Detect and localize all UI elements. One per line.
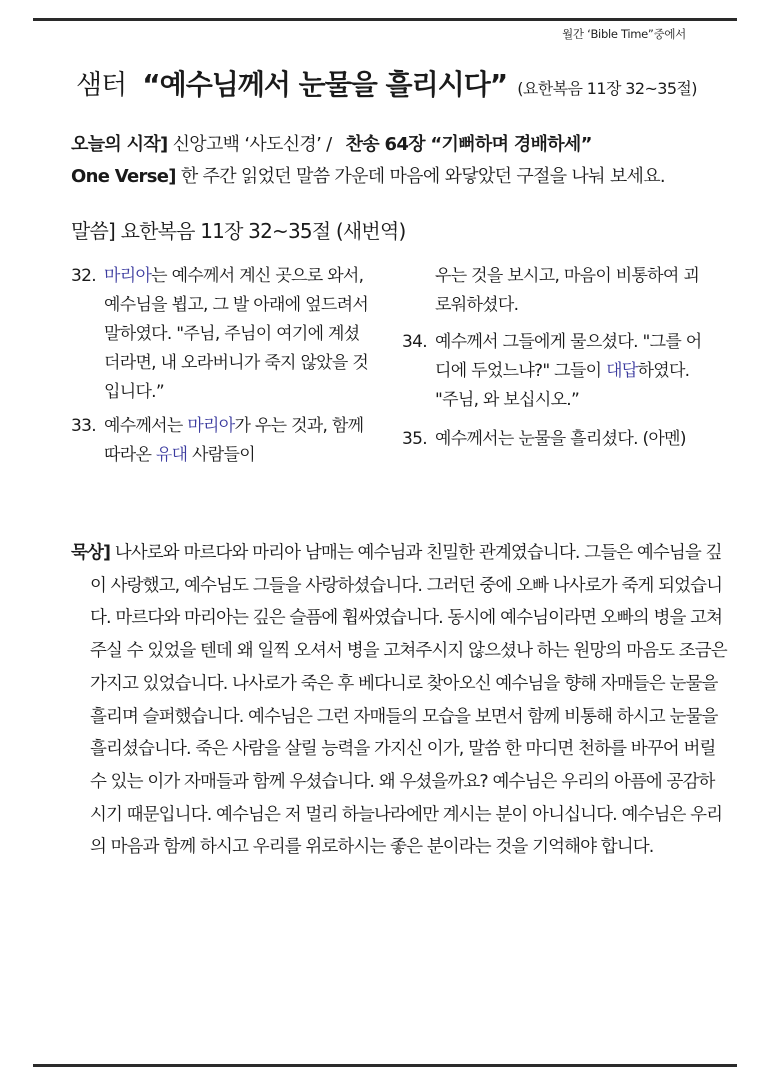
one-verse-label: One Verse] bbox=[71, 166, 176, 187]
verse-33-continued: 우는 것을 보시고, 마음이 비통하여 괴로워하셨다. bbox=[435, 266, 700, 315]
opening-line bbox=[71, 130, 601, 156]
title-label: 샘터 bbox=[76, 70, 127, 101]
title-reference: (요한복음 11장 32~35절) bbox=[517, 79, 697, 98]
verse-number: 32. bbox=[71, 266, 96, 286]
opening-creed: 신앙고백 ‘사도신경’ / bbox=[172, 134, 332, 155]
scripture-column-right bbox=[402, 262, 702, 459]
one-verse-text: 한 주간 읽었던 말씀 가운데 마음에 와닿았던 구절을 나눠 보세요. bbox=[180, 166, 665, 187]
highlight-people: 유대 bbox=[155, 445, 188, 465]
verse-text: 사람들이 bbox=[187, 445, 255, 465]
opening-hymn: 찬송 64장 “기뻐하며 경배하세” bbox=[345, 134, 592, 155]
verse-number: 34. bbox=[402, 332, 427, 352]
verse-text: 예수께서는 bbox=[104, 416, 188, 436]
verse-35 bbox=[402, 425, 702, 454]
scripture-heading: 말씀] 요한복음 11장 32~35절 (새번역) bbox=[71, 219, 406, 243]
verse-33 bbox=[71, 412, 371, 470]
meditation-text: 나사로와 마르다와 마리아 남매는 예수님과 친밀한 관계였습니다. 그들은 예수님을 깊이 사랑했고, 예수님도 그들을 사랑하셨습니다. 그러던 중에 오빠 나사로가 죽게 되었습니다. 마르다와 마리아는 깊은 슬픔에 휩싸였습니다. 동시에 예수님이라면 오빠의 병을 고쳐주실 수 있었을 텐데 왜 일찍 오셔서 병을 고쳐주시지 않으셨나 하는 원망의 마음도 조금은 가지고 있었습니다. 나사로가 죽은 후 베다니로 찾아오신 예수님을 향해 자매들은 눈물을 흘리며 슬퍼했습니다. 예수님은 그런 자매들의 모습을 보면서 함께 비통해 하시고 눈물을 흘리셨습니다. 죽은 사람을 살릴 능력을 가지신 이가, 말씀 한 마디면 천하를 바꾸어 버릴 수 있는 이가 자매들과 함께 우셨습니다. 왜 우셨을까요? 예수님은 우리의 아픔에 공감하시기 때문입니다. 예수님은 저 멀리 하늘나라에만 계시는 분이 아니십니다. 예수님은 우리의 마음과 함께 하시고 우리를 위로하시는 좋은 분이라는 것을 기억해야 합니다. bbox=[90, 543, 727, 858]
verse-text: 하였다. "주님, 와 보십시오.” bbox=[435, 361, 690, 410]
one-verse-line bbox=[71, 162, 665, 188]
verse-32 bbox=[71, 262, 371, 407]
source-note: 월간 ‘Bible Time”중에서 bbox=[562, 27, 686, 41]
bottom-rule bbox=[33, 1064, 737, 1067]
verse-number: 35. bbox=[402, 429, 427, 449]
verse-text: 예수께서는 눈물을 흘리셨다. (아멘) bbox=[435, 429, 686, 449]
highlight-word: 대답 bbox=[606, 361, 638, 381]
verse-text: 예수께서 그들에게 물으셨다. "그를 어디에 두었느냐?" 그들이 bbox=[435, 332, 702, 381]
page-title bbox=[76, 63, 716, 103]
meditation-block bbox=[71, 537, 730, 864]
highlight-name: 마리아 bbox=[187, 416, 235, 436]
highlight-name: 마리아 bbox=[104, 266, 152, 286]
opening-label: 오늘의 시작] bbox=[71, 134, 168, 155]
verse-text: 가 우는 것과, 함께 따라온 bbox=[104, 416, 364, 465]
top-rule bbox=[33, 18, 737, 21]
scripture-column-left bbox=[71, 262, 371, 475]
verse-text: 는 예수께서 계신 곳으로 와서, 예수님을 뵙고, 그 발 아래에 엎드려서 말하였다. "주님, 주님이 여기에 계셨더라면, 내 오라버니가 죽지 않았을 것입니다.” bbox=[104, 266, 369, 402]
verse-number: 33. bbox=[71, 416, 96, 436]
title-main: “예수님께서 눈물을 흘리시다” bbox=[142, 68, 508, 101]
meditation-label: 묵상] bbox=[71, 543, 111, 563]
verse-34 bbox=[402, 328, 702, 415]
